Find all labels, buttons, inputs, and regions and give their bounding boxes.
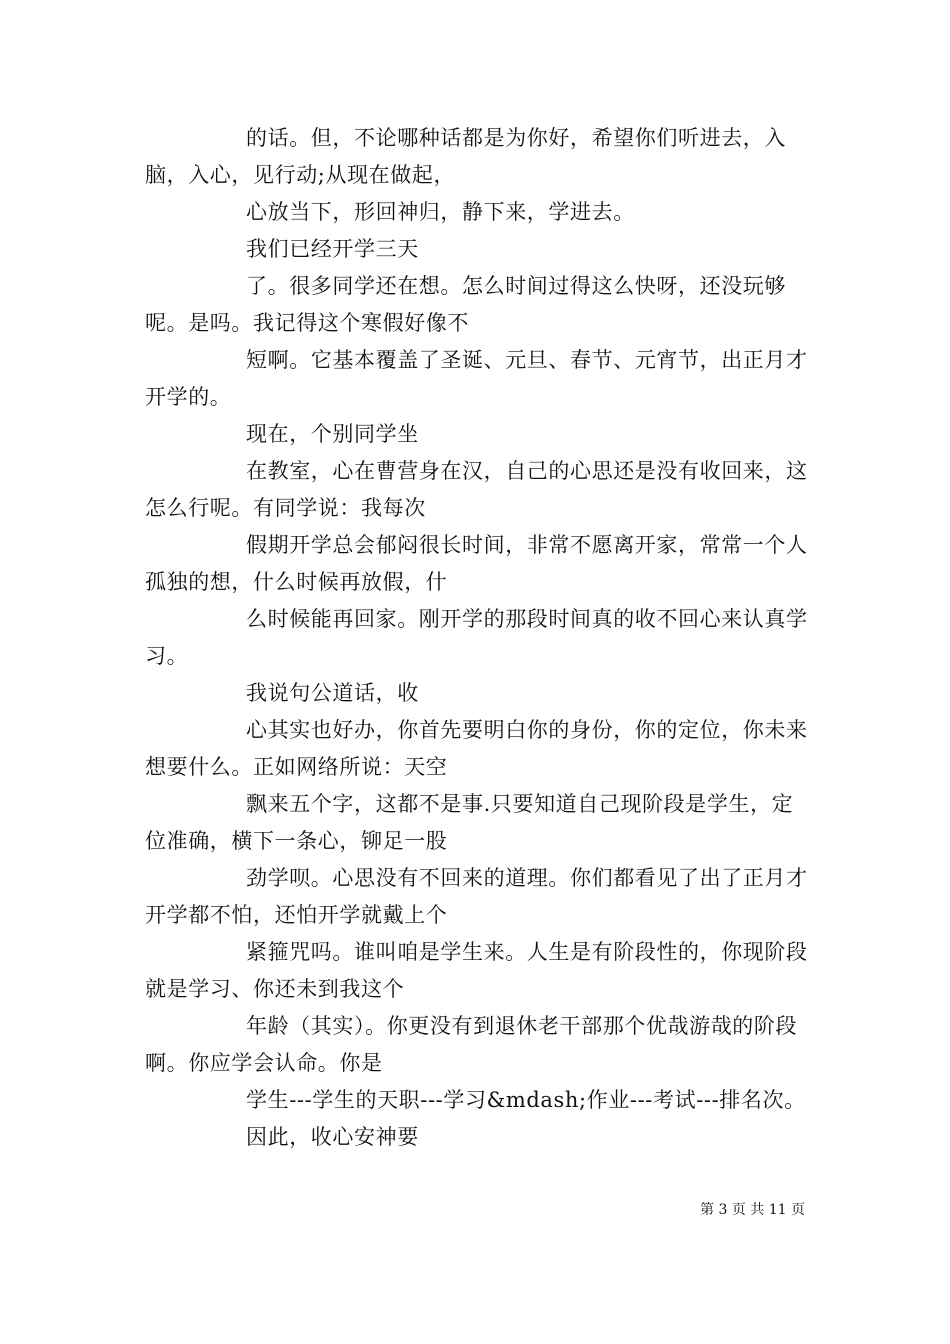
paragraph-4: 了。很多同学还在想。怎么时间过得这么快呀，还没玩够呢。是吗。我记得这个寒假好像不	[145, 274, 786, 335]
paragraph-12: 飘来五个字，这都不是事.只要知道自己现阶段是学生，定位准确，横下一条心，铆足一股	[145, 792, 794, 853]
paragraph-9: 么时候能再回家。刚开学的那段时间真的收不回心来认真学习。	[145, 607, 808, 668]
paragraph-8: 假期开学总会郁闷很长时间，非常不愿离开家，常常一个人孤独的想，什么时候再放假，什	[145, 533, 808, 594]
paragraph-5: 短啊。它基本覆盖了圣诞、元旦、春节、元宵节，出正月才开学的。	[145, 348, 808, 409]
paragraph-7: 在教室，心在曹营身在汉，自己的心思还是没有收回来，这怎么行呢。有同学说：我每次	[145, 459, 808, 520]
paragraph-10: 我说句公道话，收	[246, 681, 419, 705]
paragraph-6: 现在，个别同学坐	[246, 422, 419, 446]
paragraph-13: 劲学呗。心思没有不回来的道理。你们都看见了出了正月才开学都不怕，还怕开学就戴上个	[145, 866, 808, 927]
paragraph-2: 心放当下，形回神归，静下来，学进去。	[246, 200, 635, 224]
paragraph-11: 心其实也好办，你首先要明白你的身份，你的定位，你未来想要什么。正如网络所说：天空	[145, 718, 808, 779]
paragraph-1: 的话。但，不论哪种话都是为你好，希望你们听进去，入脑，入心，见行动;从现在做起，	[145, 126, 786, 187]
paragraph-15: 年龄（其实）。你更没有到退休老干部那个优哉游哉的阶段啊。你应学会认命。你是	[145, 1014, 798, 1075]
paragraph-16: 学生---学生的天职---学习&mdash;作业---考试---排名次。	[246, 1088, 806, 1112]
page-number-footer: 第 3 页 共 11 页	[700, 1202, 805, 1218]
document-body	[145, 120, 810, 1156]
paragraph-14: 紧箍咒吗。谁叫咱是学生来。人生是有阶段性的，你现阶段就是学习、你还未到我这个	[145, 940, 808, 1001]
paragraph-3: 我们已经开学三天	[246, 237, 419, 261]
paragraph-17: 因此，收心安神要	[246, 1125, 419, 1149]
